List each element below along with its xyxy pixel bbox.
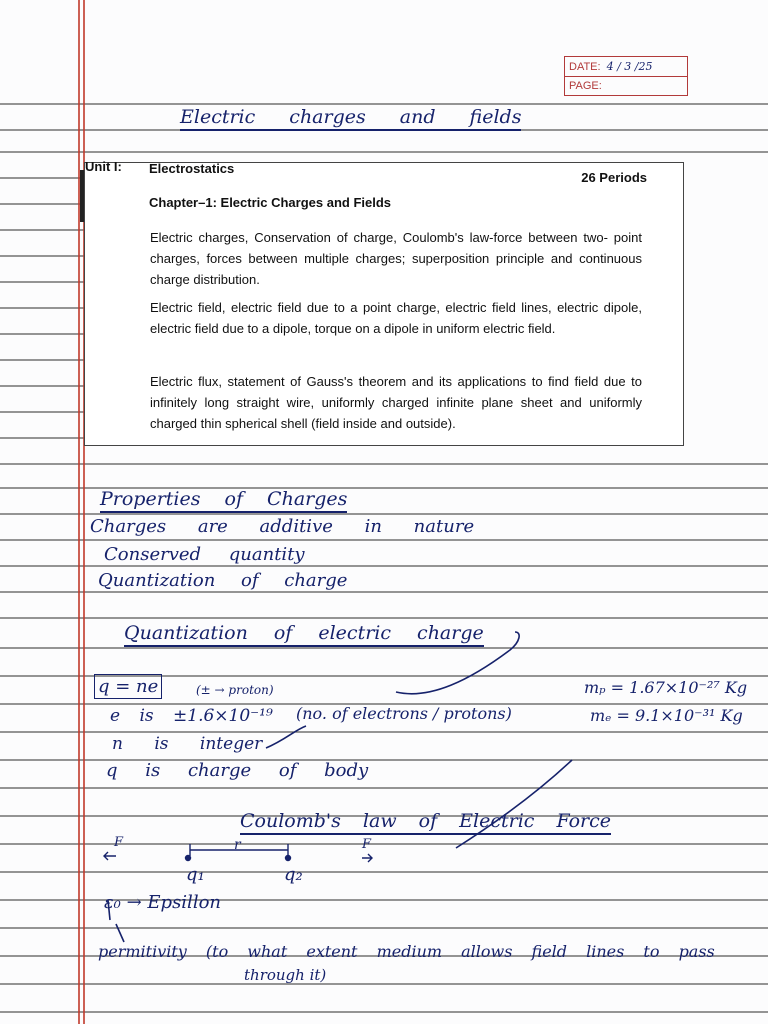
quantization-heading: Quantization of electric charge bbox=[124, 624, 484, 647]
q-line: q is charge of body bbox=[106, 760, 369, 781]
unit-name: Electrostatics bbox=[149, 161, 235, 176]
page-label: PAGE: bbox=[569, 80, 602, 92]
date-value: 4 / 3 /25 bbox=[606, 60, 653, 73]
electron-mass: mₑ = 9.1×10⁻³¹ Kg bbox=[590, 706, 743, 725]
permittivity-continuation: through it) bbox=[244, 966, 327, 984]
charge-q1: q₁ bbox=[186, 864, 205, 885]
charge-q2: q₂ bbox=[284, 864, 303, 885]
force-label-right: F bbox=[362, 837, 372, 852]
charge-formula bbox=[94, 678, 162, 696]
force-label-left: F bbox=[114, 835, 124, 850]
properties-heading: Properties of Charges bbox=[100, 490, 347, 513]
chapter-title: Chapter–1: Electric Charges and Fields bbox=[149, 195, 392, 210]
property-item: Conserved quantity bbox=[104, 544, 305, 565]
formula-box: q = ne bbox=[94, 674, 162, 699]
property-item: Quantization of charge bbox=[98, 570, 348, 591]
syllabus-paragraph: Electric field, electric field due to a point charge, electric field lines, electric dipole, electric field due to a dipole, torque on a dipole in uniform electric field. bbox=[150, 300, 642, 336]
proton-mass: mₚ = 1.67×10⁻²⁷ Kg bbox=[584, 678, 748, 697]
epsilon-line: ε₀ → Epsillon bbox=[104, 892, 221, 913]
e-value-line: e is ±1.6×10⁻¹⁹ bbox=[110, 706, 273, 726]
coulomb-heading: Coulomb's law of Electric Force bbox=[240, 812, 611, 835]
sign-note: (± → proton) bbox=[196, 683, 274, 697]
unit-number: Unit I: bbox=[85, 159, 122, 174]
date-label: DATE: bbox=[569, 61, 601, 73]
charges-diagram bbox=[100, 836, 400, 892]
n-line: n is integer bbox=[112, 734, 263, 754]
syllabus-paragraph: Electric flux, statement of Gauss's theorem and its applications to find field due to infinitely long straight wire, uniformly charged infinite plane sheet and uniformly charged thin spherical shell (field inside and outside). bbox=[150, 374, 642, 431]
syllabus-box bbox=[84, 159, 684, 446]
periods-count: 26 Periods bbox=[581, 170, 647, 185]
e-note: (no. of electrons / protons) bbox=[296, 704, 512, 723]
property-item: Charges are additive in nature bbox=[90, 516, 475, 537]
distance-label: r bbox=[234, 837, 241, 853]
syllabus-paragraph: Electric charges, Conservation of charge, Coulomb's law-force between two- point charges, forces between multiple charges; superposition principle and continuous charge distribution. bbox=[150, 230, 642, 287]
date-page-box bbox=[564, 56, 688, 96]
permittivity-line: permitivity (to what extent medium allows field lines to pass bbox=[98, 942, 715, 961]
page-title: Electric charges and fields bbox=[180, 108, 521, 131]
